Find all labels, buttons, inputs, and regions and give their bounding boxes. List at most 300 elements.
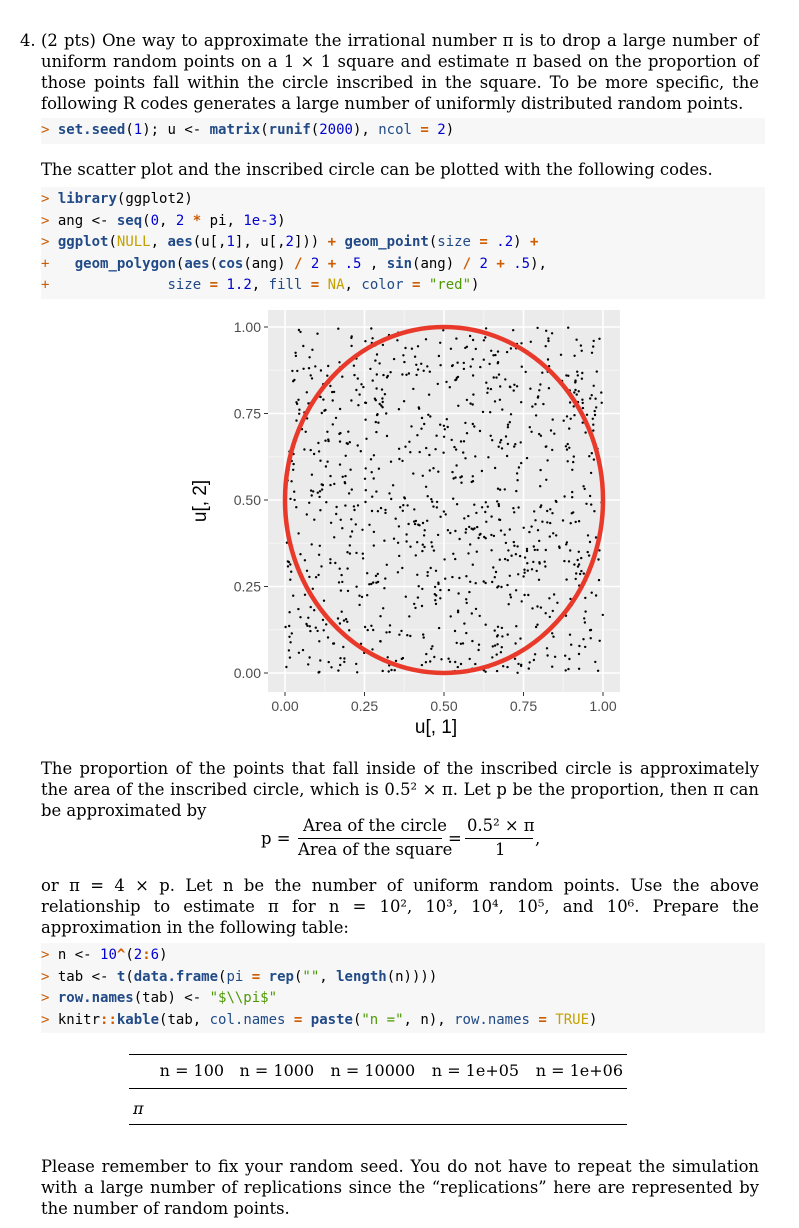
data-point [443,425,445,427]
data-point [329,385,331,387]
data-point [425,486,427,488]
data-point [529,388,531,390]
data-point [555,534,557,536]
data-point [545,345,547,347]
data-point [377,422,379,424]
data-point [594,661,596,663]
data-point [344,475,346,477]
data-point [578,653,580,655]
data-point [476,526,478,528]
data-point [424,529,426,531]
data-point [537,396,539,398]
data-point [431,501,433,503]
data-point [325,623,327,625]
data-point [357,504,359,506]
data-point [295,419,297,421]
fraction-bar [298,838,442,839]
data-point [569,549,571,551]
data-point [475,348,477,350]
data-point [443,558,445,560]
data-point [305,623,307,625]
data-point [506,455,508,457]
data-point [365,467,367,469]
data-point [491,656,493,658]
data-point [341,376,343,378]
data-point [408,441,410,443]
data-point [339,664,341,666]
data-point [311,377,313,379]
plot-intro-text: The scatter plot and the inscribed circle can be plotted with the following codes. [41,160,713,179]
data-point [490,549,492,551]
data-point [380,404,382,406]
data-point [533,510,535,512]
data-point [549,522,551,524]
data-point [524,556,526,558]
data-point [432,505,434,507]
data-point [578,645,580,647]
data-point [425,661,427,663]
data-point [496,670,498,672]
data-point [365,402,367,404]
data-point [573,414,575,416]
question-number: 4. [20,31,36,50]
data-point [399,506,401,508]
data-point [594,414,596,416]
data-point [472,475,474,477]
data-point [477,537,479,539]
data-point [592,345,594,347]
data-point [341,527,343,529]
data-point [555,500,557,502]
data-point [434,586,436,588]
data-point [343,619,345,621]
code-line: > set.seed(1); u <- matrix(runif(2000), ncol = 2) [41,122,455,138]
data-point [565,669,567,671]
x-tick-label: 0.75 [509,698,538,714]
data-point [567,327,569,329]
data-point [422,522,424,524]
data-point [568,447,570,449]
data-point [428,394,430,396]
x-axis [271,692,616,714]
data-point [516,472,518,474]
data-point [361,529,363,531]
data-point [549,508,551,510]
data-point [409,635,411,637]
data-point [395,518,397,520]
data-point [311,543,313,545]
data-point [472,564,474,566]
data-point [581,350,583,352]
data-point [602,614,604,616]
data-point [319,460,321,462]
data-point [341,581,343,583]
data-point [438,355,440,357]
data-point [357,444,359,446]
data-point [416,541,418,543]
data-point [591,352,593,354]
data-point [568,658,570,660]
data-point [299,616,301,618]
data-point [425,447,427,449]
data-point [385,412,387,414]
data-point [344,504,346,506]
data-point [509,594,511,596]
data-point [415,364,417,366]
data-point [591,592,593,594]
data-point [346,551,348,553]
data-point [544,565,546,567]
data-point [507,424,509,426]
data-point [456,642,458,644]
data-point [593,510,595,512]
data-point [317,492,319,494]
data-point [595,406,597,408]
data-point [509,575,511,577]
data-point [601,402,603,404]
data-point [520,664,522,666]
data-point [570,522,572,524]
data-point [564,655,566,657]
data-point [435,570,437,572]
data-point [536,605,538,607]
data-point [471,528,473,530]
table-header-cell: n = 10000 [318,1055,419,1089]
data-point [551,449,553,451]
data-point [563,560,565,562]
data-point [563,495,565,497]
data-point [551,632,553,634]
data-point [501,635,503,637]
data-point [427,414,429,416]
data-point [320,565,322,567]
data-point [465,528,467,530]
data-point [447,426,449,428]
data-point [298,652,300,654]
data-point [452,477,454,479]
data-point [400,630,402,632]
data-point [325,465,327,467]
data-point [376,414,378,416]
data-point [500,439,502,441]
data-point [582,407,584,409]
data-point [289,656,291,658]
data-point [475,512,477,514]
data-point [533,545,535,547]
data-point [306,570,308,572]
data-point [578,520,580,522]
data-point [370,327,372,329]
data-point [340,574,342,576]
data-point [351,530,353,532]
data-point [462,642,464,644]
data-point [545,549,547,551]
data-point [499,385,501,387]
data-point [485,624,487,626]
data-point [539,485,541,487]
data-point [348,492,350,494]
data-point [447,658,449,660]
data-point [408,615,410,617]
data-point [310,374,312,376]
data-point [375,399,377,401]
data-point [364,501,366,503]
data-point [355,389,357,391]
data-point [576,393,578,395]
data-point [439,342,441,344]
data-point [307,663,309,665]
data-point [419,451,421,453]
data-point [453,446,455,448]
data-point [521,366,523,368]
data-point [567,375,569,377]
data-point [591,394,593,396]
data-point [515,490,517,492]
data-point [496,643,498,645]
data-point [291,370,293,372]
data-point [467,515,469,517]
data-point [590,472,592,474]
data-point [483,580,485,582]
data-point [390,669,392,671]
data-point [468,526,470,528]
data-point [308,576,310,578]
data-point [398,408,400,410]
data-point [383,587,385,589]
data-point [335,506,337,508]
code-line: + geom_polygon(aes(cos(ang) / 2 + .5 , sin(ang) / 2 + .5), [41,255,547,272]
data-point [500,651,502,653]
data-point [598,338,600,340]
data-point [319,490,321,492]
data-point [439,516,441,518]
data-point [576,371,578,373]
data-point [546,510,548,512]
formula-lhs: p = [261,829,291,848]
data-point [295,506,297,508]
data-point [417,345,419,347]
data-point [463,517,465,519]
data-point [456,377,458,379]
data-point [452,364,454,366]
data-point [577,565,579,567]
data-point [513,389,515,391]
data-point [415,374,417,376]
data-point [448,589,450,591]
data-point [339,440,341,442]
data-point [323,600,325,602]
data-point [510,347,512,349]
data-point [292,595,294,597]
data-point [435,603,437,605]
data-point [534,403,536,405]
data-point [566,448,568,450]
data-point [539,383,541,385]
data-point [484,671,486,673]
data-point [540,606,542,608]
data-point [364,626,366,628]
data-point [398,634,400,636]
data-point [454,661,456,663]
data-point [474,663,476,665]
data-point [293,499,295,501]
data-point [329,484,331,486]
pi-estimate-table [129,1054,627,1125]
data-point [372,379,374,381]
data-point [571,469,573,471]
data-point [514,658,516,660]
data-point [556,602,558,604]
data-point [362,557,364,559]
data-point [401,658,403,660]
table-header-cell: n = 100 [149,1055,228,1089]
data-point [446,418,448,420]
data-point [510,555,512,557]
data-point [305,431,307,433]
data-point [422,544,424,546]
data-point [578,551,580,553]
data-point [544,561,546,563]
data-point [319,659,321,661]
data-point [451,576,453,578]
data-point [375,575,377,577]
data-point [492,566,494,568]
data-point [388,670,390,672]
data-point [589,629,591,631]
data-point [434,599,436,601]
data-point [320,369,322,371]
data-point [513,545,515,547]
data-point [519,637,521,639]
data-point [333,391,335,393]
data-point [310,489,312,491]
data-point [581,399,583,401]
data-point [326,375,328,377]
code-line: > row.names(tab) <- "$\\pi$" [41,990,278,1006]
data-point [497,488,499,490]
data-point [493,535,495,537]
data-point [567,668,569,670]
data-point [520,401,522,403]
data-point [398,448,400,450]
data-point [494,467,496,469]
data-point [504,558,506,560]
data-point [467,552,469,554]
data-point [573,391,575,393]
data-point [583,572,585,574]
data-point [469,335,471,337]
data-point [583,617,585,619]
data-point [479,534,481,536]
data-point [364,478,366,480]
data-point [552,636,554,638]
code-block-plot [41,187,765,299]
data-point [362,553,364,555]
data-point [494,629,496,631]
data-point [454,630,456,632]
data-point [593,340,595,342]
data-point [574,381,576,383]
data-point [563,420,565,422]
data-point [298,413,300,415]
data-point [313,609,315,611]
data-point [340,519,342,521]
data-point [372,629,374,631]
data-point [329,475,331,477]
table-cell [419,1089,523,1125]
formula-denominator-1: Area of the square [298,840,453,859]
data-point [348,629,350,631]
data-point [319,545,321,547]
data-point [338,581,340,583]
data-point [487,387,489,389]
data-point [349,544,351,546]
data-point [315,627,317,629]
data-point [309,630,311,632]
data-point [373,454,375,456]
data-point [515,589,517,591]
data-point [325,501,327,503]
data-point [457,405,459,407]
data-point [439,589,441,591]
data-point [550,429,552,431]
data-point [373,544,375,546]
code-line: > knitr::kable(tab, col.names = paste("n =", n), row.names = TRUE) [41,1011,598,1028]
data-point [322,484,324,486]
data-point [334,562,336,564]
data-point [398,555,400,557]
data-point [497,350,499,352]
data-point [414,523,416,525]
data-point [507,443,509,445]
x-tick-label: 1.00 [589,698,617,714]
data-point [288,636,290,638]
data-point [329,562,331,564]
data-point [389,624,391,626]
data-point [536,570,538,572]
data-point [496,500,498,502]
data-point [569,634,571,636]
data-point [406,634,408,636]
data-point [435,435,437,437]
data-point [407,523,409,525]
data-point [287,565,289,567]
data-point [327,636,329,638]
data-point [397,542,399,544]
data-point [296,370,298,372]
data-point [390,498,392,500]
data-point [290,571,292,573]
data-point [371,496,373,498]
data-point [404,347,406,349]
data-point [466,399,468,401]
table-cell [149,1089,228,1125]
data-point [588,554,590,556]
data-point [472,393,474,395]
data-point [482,411,484,413]
data-point [351,335,353,337]
data-point [582,638,584,640]
proportion-text: The proportion of the points that fall inside of the inscribed circle is approximately the area of the inscribed circle, which is 0.5² × π. Let p be the proportion, then π can be approximated by [41,759,759,820]
data-point [437,582,439,584]
data-point [349,469,351,471]
data-point [379,640,381,642]
data-point [534,519,536,521]
data-point [429,469,431,471]
data-point [484,511,486,513]
y-tick-label: 0.25 [233,578,261,595]
data-point [538,433,540,435]
